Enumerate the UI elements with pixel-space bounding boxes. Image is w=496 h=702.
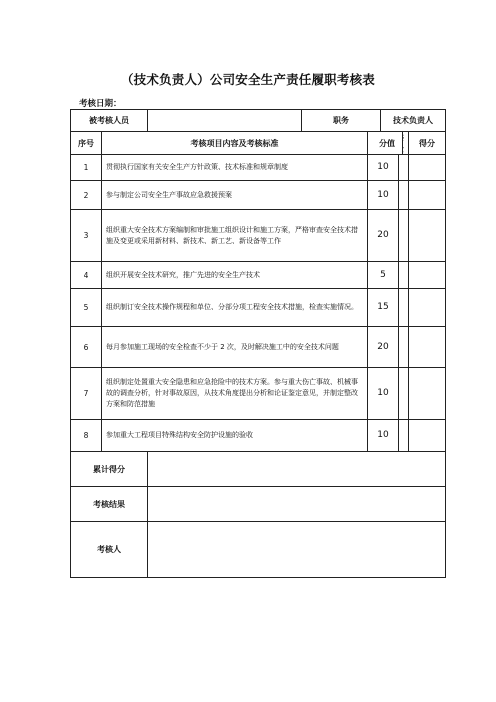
result-value[interactable]	[148, 487, 446, 522]
header-got: 得分	[409, 132, 446, 155]
row-got[interactable]	[409, 368, 446, 420]
row-got[interactable]	[409, 327, 446, 368]
row-got[interactable]	[409, 420, 446, 452]
row-score-cell	[368, 420, 409, 452]
header-no: 序号	[71, 132, 102, 155]
row-got[interactable]	[409, 210, 446, 262]
row-no: 8	[71, 420, 102, 452]
row-score: 15	[368, 289, 399, 326]
header-score	[368, 132, 409, 155]
assessor-value[interactable]	[148, 522, 446, 578]
row-deduct[interactable]	[399, 155, 409, 180]
row-no: 3	[71, 210, 102, 262]
info-row	[71, 110, 446, 132]
assessor-row	[71, 522, 446, 578]
row-got[interactable]	[409, 289, 446, 327]
result-row	[71, 487, 446, 522]
row-score-cell	[368, 210, 409, 262]
assessor-label: 考核人	[71, 522, 148, 578]
row-deduct[interactable]	[399, 210, 409, 261]
row-content: 参加重大工程项目特殊结构安全防护设施的验收	[102, 420, 368, 452]
row-no: 5	[71, 289, 102, 327]
table-row	[71, 210, 446, 262]
row-score: 10	[368, 181, 399, 209]
row-no: 1	[71, 155, 102, 181]
row-content: 每月参加施工现场的安全检查不少于 2 次，及时解决施工中的安全技术问题	[102, 327, 368, 368]
row-content: 组织制订安全技术操作规程和单位、分部分项工程安全技术措施，检查实施情况。	[102, 289, 368, 327]
row-score-cell	[368, 181, 409, 210]
row-got[interactable]	[409, 181, 446, 210]
row-deduct[interactable]	[399, 420, 409, 451]
row-score: 10	[368, 368, 399, 419]
row-score-cell	[368, 327, 409, 368]
row-deduct[interactable]	[399, 368, 409, 419]
row-no: 7	[71, 368, 102, 420]
row-got[interactable]	[409, 155, 446, 181]
row-score: 20	[368, 327, 399, 367]
row-score: 5	[368, 262, 399, 288]
position-label: 职务	[302, 110, 381, 132]
position-value: 技术负责人	[381, 110, 446, 132]
total-row	[71, 452, 446, 487]
row-score: 20	[368, 210, 399, 261]
row-content: 参与制定公司安全生产事故应急救援预案	[102, 181, 368, 210]
row-deduct[interactable]	[399, 181, 409, 209]
header-content: 考核项目内容及考核标准	[102, 132, 368, 155]
assessment-table	[70, 109, 446, 578]
row-no: 2	[71, 181, 102, 210]
table-row	[71, 368, 446, 420]
assessment-date-label: 考核日期：	[79, 99, 122, 109]
row-no: 4	[71, 262, 102, 289]
header-deduct	[403, 132, 405, 154]
table-row	[71, 289, 446, 327]
table-row	[71, 155, 446, 181]
row-deduct[interactable]	[399, 327, 409, 367]
header-row	[71, 132, 446, 155]
total-value[interactable]	[148, 452, 446, 487]
row-content: 组织开展安全技术研究，推广先进的安全生产技术	[102, 262, 368, 289]
row-deduct[interactable]	[399, 289, 409, 326]
table-row	[71, 420, 446, 452]
row-no: 6	[71, 327, 102, 368]
person-label: 被考核人员	[71, 110, 148, 132]
row-score-cell	[368, 155, 409, 181]
row-content: 组织重大安全技术方案编制和审批施工组织设计和施工方案，严格审查安全技术措施及变更或采用新材料、新技术、新工艺、新设备等工作	[102, 210, 368, 262]
row-score: 10	[368, 155, 399, 180]
row-content: 组织制定处置重大安全隐患和应急抢险中的技术方案。参与重大伤亡事故、机械事故的调查分析，针对事故原因，从技术角度提出分析和论证鉴定意见，并制定整改方案和防范措施	[102, 368, 368, 420]
row-got[interactable]	[409, 262, 446, 289]
row-score-cell	[368, 368, 409, 420]
header-score-label: 分值	[372, 132, 403, 154]
row-score: 10	[368, 420, 399, 451]
table-row	[71, 262, 446, 289]
row-deduct[interactable]	[399, 262, 409, 288]
table-row	[71, 181, 446, 210]
row-score-cell	[368, 262, 409, 289]
row-score-cell	[368, 289, 409, 327]
total-label: 累计得分	[71, 452, 148, 487]
table-row	[71, 327, 446, 368]
row-content: 贯彻执行国家有关安全生产方针政策、技术标准和规章制度	[102, 155, 368, 181]
page-title: （技术负责人）公司安全生产责任履职考核表	[120, 72, 375, 87]
result-label: 考核结果	[71, 487, 148, 522]
person-value[interactable]	[148, 110, 302, 132]
